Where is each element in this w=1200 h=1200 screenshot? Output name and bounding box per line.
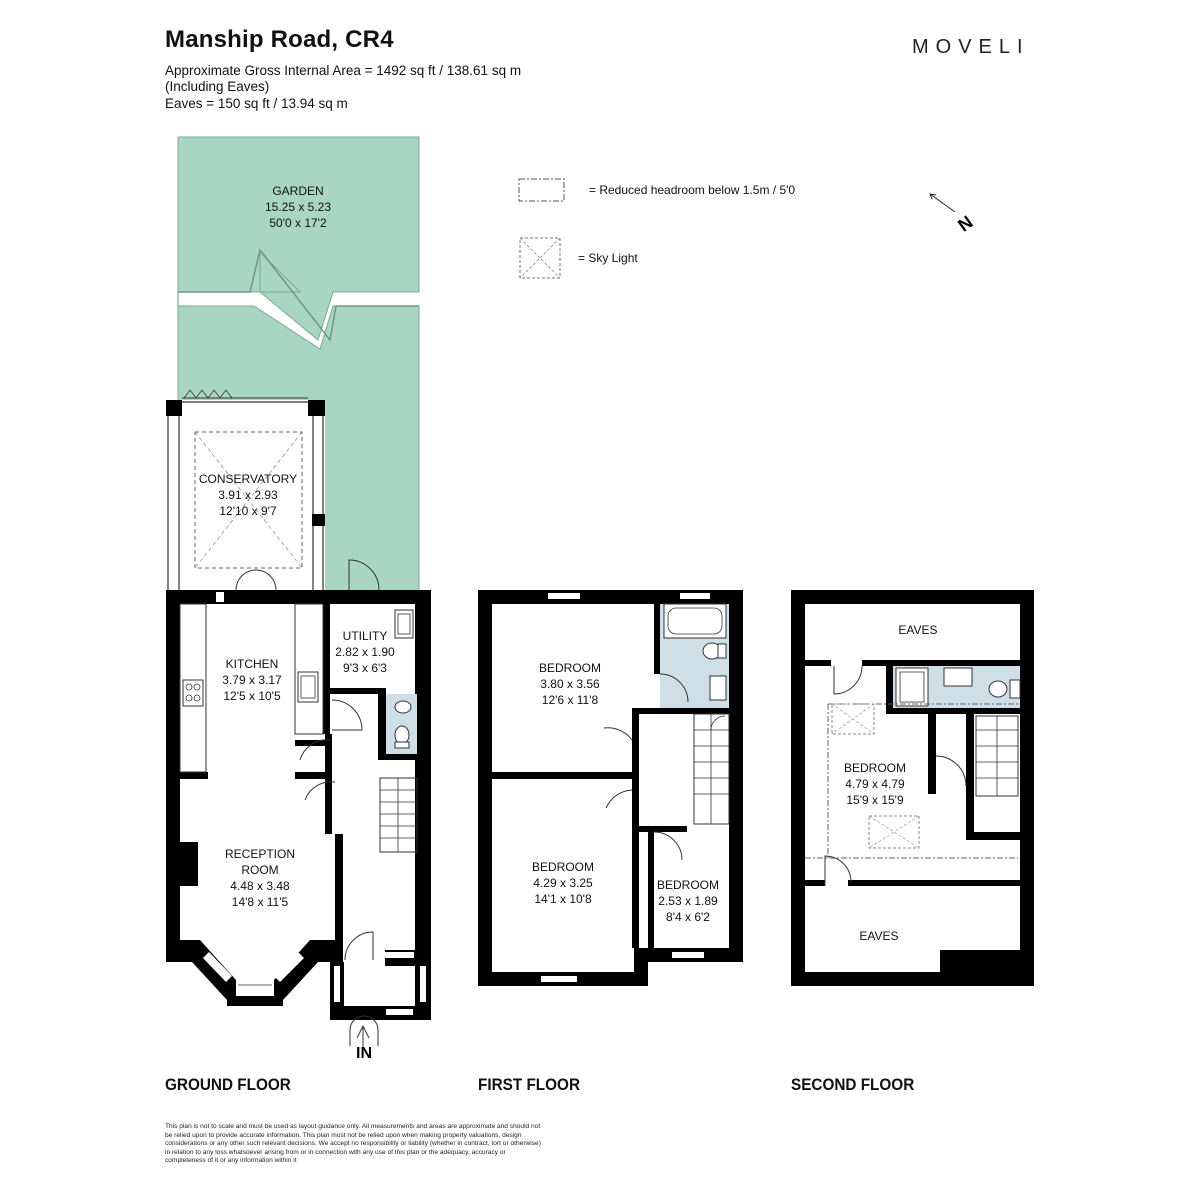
second-floor-label: SECOND FLOOR <box>791 1075 915 1094</box>
ground-floor-label: GROUND FLOOR <box>165 1075 291 1094</box>
north-arrow-icon <box>930 194 977 236</box>
second-bedroom-name: BEDROOM <box>843 761 907 775</box>
entrance-label: IN <box>356 1045 372 1062</box>
garden-imperial: 50'0 x 17'2 <box>269 216 327 230</box>
garden-name: GARDEN <box>272 184 324 198</box>
area-note: (Including Eaves) <box>165 79 270 94</box>
bedroom1-metric: 3.80 x 3.56 <box>540 677 600 691</box>
property-title: Manship Road, CR4 <box>165 26 394 53</box>
garden-metric: 15.25 x 5.23 <box>264 200 332 214</box>
reception-imperial: 14'8 x 11'5 <box>231 895 289 909</box>
bedroom2-imperial: 14'1 x 10'8 <box>534 892 592 906</box>
second-bedroom-metric: 4.79 x 4.79 <box>845 777 905 791</box>
utility-metric: 2.82 x 1.90 <box>335 645 395 659</box>
kitchen-imperial: 12'5 x 10'5 <box>223 689 281 703</box>
eaves-bottom-label: EAVES <box>859 929 899 943</box>
bedroom1-imperial: 12'6 x 11'8 <box>541 693 599 707</box>
second-bedroom-imperial: 15'9 x 15'9 <box>846 793 904 807</box>
legend <box>519 179 977 278</box>
eaves-top-label: EAVES <box>898 623 938 637</box>
kitchen-name: KITCHEN <box>225 657 279 671</box>
gross-internal-area: Approximate Gross Internal Area = 1492 sq ft / 138.61 sq m <box>165 63 522 78</box>
eaves-area: Eaves = 150 sq ft / 13.94 sq m <box>165 96 348 111</box>
reception-metric: 4.48 x 3.48 <box>230 879 290 893</box>
second-floor-plan <box>791 590 1034 986</box>
reception-name-line1: RECEPTION <box>224 847 296 861</box>
conservatory-imperial: 12'10 x 9'7 <box>219 504 277 518</box>
reception-name-line2: ROOM <box>241 863 279 877</box>
conservatory-name: CONSERVATORY <box>198 472 298 486</box>
bedroom2-name: BEDROOM <box>531 860 595 874</box>
kitchen-metric: 3.79 x 3.17 <box>222 673 282 687</box>
first-floor-plan <box>478 590 743 986</box>
bedroom2-metric: 4.29 x 3.25 <box>533 876 593 890</box>
north-label: N <box>954 211 977 236</box>
disclaimer-text: This plan is not to scale and must be used as layout guidance only. All measurements and areas are approximate and should not be relied upon to provide accurate information. This plan must not be relied upon when making property valuations, design considerations or any other such relevant decisions. We accept no responsibility or liability (whether in contract, tort or otherwise) in relation to any loss whatsoever arising from or in connection with any use of this plan or the adequacy, accuracy or completeness of it or any information within it <box>165 1123 541 1165</box>
reduced-headroom-legend: = Reduced headroom below 1.5m / 5'0 <box>589 183 796 197</box>
reduced-headroom-swatch <box>519 179 564 201</box>
bedroom1-name: BEDROOM <box>538 661 602 675</box>
bedroom3-metric: 2.53 x 1.89 <box>658 894 718 908</box>
utility-name: UTILITY <box>342 629 388 643</box>
bay-window <box>166 940 343 1006</box>
moveli-logo: MOVELI <box>912 36 1030 58</box>
ground-floor-plan <box>166 137 431 1062</box>
sky-light-swatch <box>520 238 560 278</box>
conservatory-metric: 3.91 x 2.93 <box>218 488 278 502</box>
utility-imperial: 9'3 x 6'3 <box>343 661 387 675</box>
sky-light-legend: = Sky Light <box>578 251 638 265</box>
first-floor-label: FIRST FLOOR <box>478 1075 580 1094</box>
bedroom3-imperial: 8'4 x 6'2 <box>666 910 710 924</box>
bedroom3-name: BEDROOM <box>656 878 720 892</box>
